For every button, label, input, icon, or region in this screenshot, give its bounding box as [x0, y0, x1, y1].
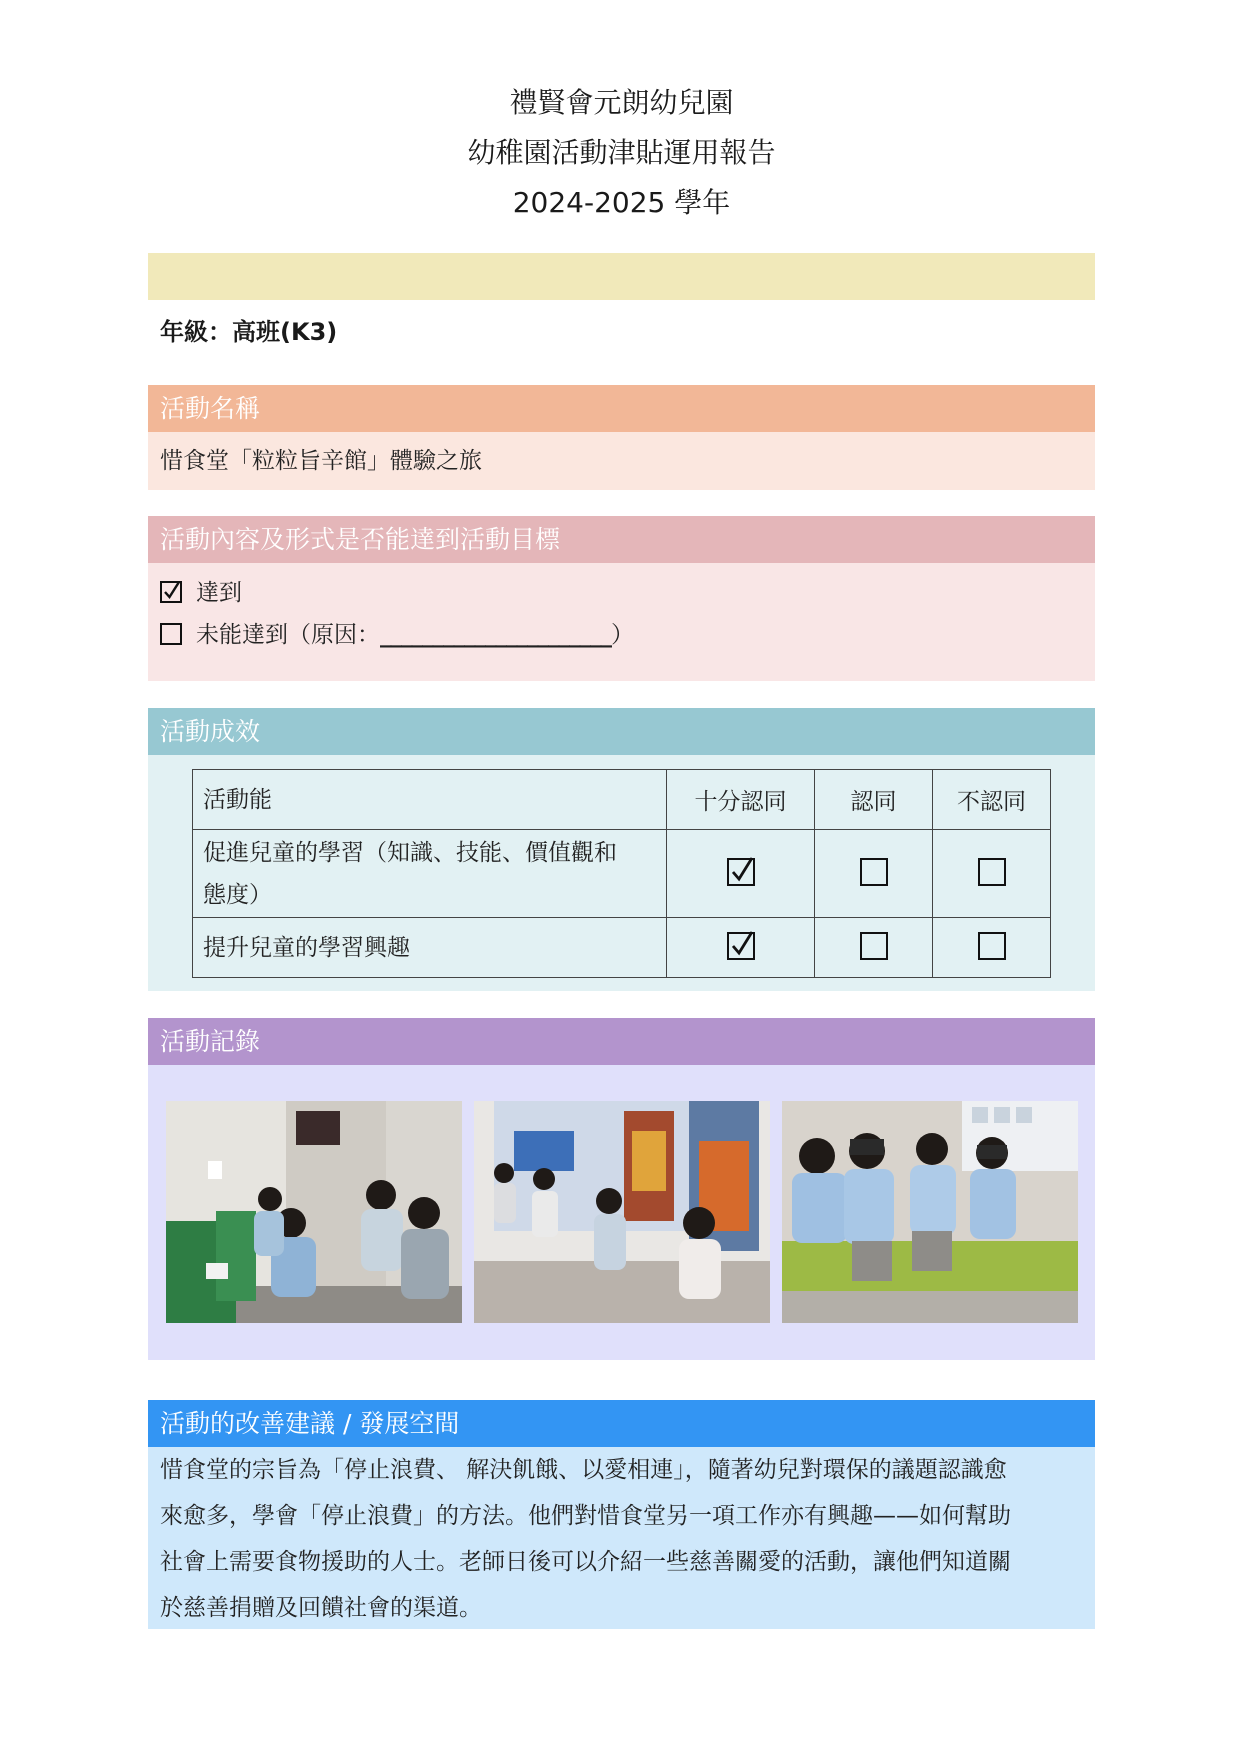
- checked-checkbox-icon[interactable]: [727, 932, 755, 960]
- cell-agree: [815, 918, 933, 978]
- column-header: 十分認同: [667, 770, 815, 830]
- cell-disagree: [933, 918, 1051, 978]
- unchecked-checkbox-icon[interactable]: [978, 932, 1006, 960]
- row-label: [193, 830, 667, 918]
- activity-name-value: 惜食堂「粒粒旨辛館」體驗之旅: [148, 432, 1095, 490]
- paragraph-line: 社會上需要食物援助的人士。老師日後可以介紹一些慈善關愛的活動，讓他們知道關: [160, 1549, 1011, 1575]
- paragraph-line: 來愈多，學會「停止浪費」的方法。他們對惜食堂另一項工作亦有興趣——如何幫助: [160, 1503, 1011, 1529]
- row-label: 提升兒童的學習興趣: [193, 918, 667, 978]
- school-name: 禮賢會元朗幼兒園: [509, 86, 734, 119]
- unchecked-checkbox-icon[interactable]: [978, 858, 1006, 886]
- effect-header: 活動成效: [148, 708, 1095, 755]
- record-body: [148, 1065, 1095, 1360]
- effect-body: [148, 755, 1095, 991]
- effect-table: [192, 769, 1051, 978]
- school-year: 2024-2025 學年: [512, 186, 731, 219]
- unchecked-checkbox-icon[interactable]: [160, 623, 182, 645]
- improvement-text: [160, 1447, 1085, 1631]
- checked-checkbox-icon[interactable]: [160, 581, 182, 603]
- option-label: 達到: [196, 580, 242, 606]
- report-title: 幼稚園活動津貼運用報告: [467, 136, 776, 169]
- objective-body: [148, 563, 1095, 681]
- cell-disagree: [933, 830, 1051, 918]
- table-row: [193, 918, 1051, 978]
- activity-photo-3: [782, 1101, 1078, 1323]
- option-label: 未能達到（原因：: [196, 622, 380, 648]
- activity-photo-1: [166, 1101, 462, 1323]
- column-header: 活動能: [193, 770, 667, 830]
- cell-strongly-agree: [667, 830, 815, 918]
- highlight-bar: [148, 253, 1095, 300]
- cell-strongly-agree: [667, 918, 815, 978]
- grade-label: 年級：高班(K3): [160, 318, 338, 346]
- objective-option-achieved: [160, 573, 242, 613]
- row-label-line: 促進兒童的學習（知識、技能、價值觀和: [203, 839, 617, 866]
- checked-checkbox-icon[interactable]: [727, 858, 755, 886]
- table-row: [193, 830, 1051, 918]
- activity-name-header: 活動名稱: [148, 385, 1095, 432]
- option-close: ）: [611, 622, 634, 648]
- row-label-line: 態度）: [203, 881, 272, 908]
- improvement-header: 活動的改善建議 / 發展空間: [148, 1400, 1095, 1447]
- paragraph-line: 於慈善捐贈及回饋社會的渠道。: [160, 1595, 482, 1621]
- objective-option-not-achieved: [160, 615, 634, 655]
- activity-photo-2: [474, 1101, 770, 1323]
- improvement-body: [148, 1447, 1095, 1629]
- cell-agree: [815, 830, 933, 918]
- table-header-row: [193, 770, 1051, 830]
- unchecked-checkbox-icon[interactable]: [860, 858, 888, 886]
- column-header: 不認同: [933, 770, 1051, 830]
- record-header: 活動記錄: [148, 1018, 1095, 1065]
- reason-blank[interactable]: ______________________: [380, 622, 611, 648]
- unchecked-checkbox-icon[interactable]: [860, 932, 888, 960]
- document-header: [148, 78, 1095, 228]
- column-header: 認同: [815, 770, 933, 830]
- paragraph-line: 惜食堂的宗旨為「停止浪費、 解決飢餓、以愛相連」，隨著幼兒對環保的議題認識愈: [160, 1457, 1007, 1483]
- objective-header: 活動內容及形式是否能達到活動目標: [148, 516, 1095, 563]
